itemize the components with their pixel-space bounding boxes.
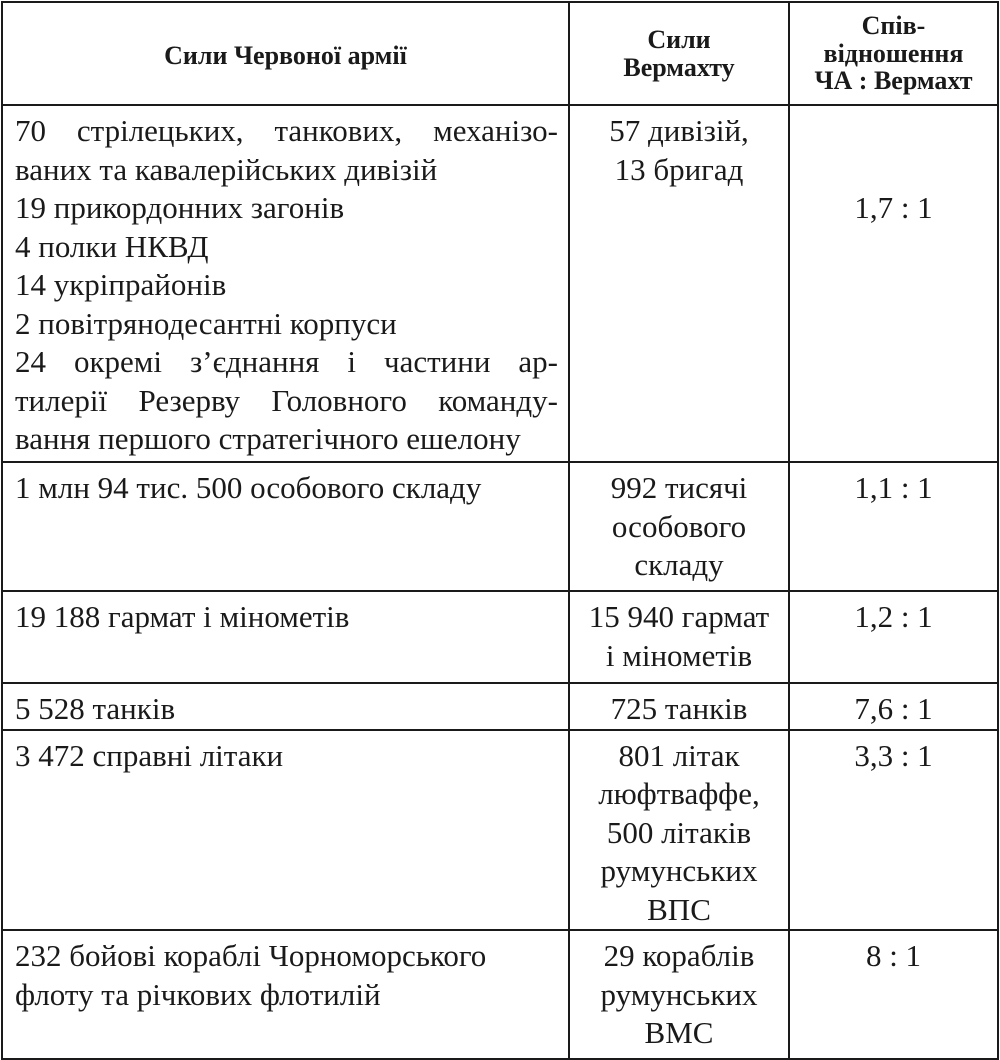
red-army-cell: [2, 730, 569, 931]
wehrmacht-line: 801 літак: [618, 737, 740, 773]
red-army-line: 2 повітрянодесантні корпуси: [15, 305, 397, 341]
wehrmacht-line: ВМС: [644, 1015, 714, 1050]
ratio-value: 8 : 1: [865, 938, 922, 973]
red-army-line: вання першого стратегічного ешелону: [15, 421, 521, 456]
table-row: [2, 462, 998, 591]
red-army-line: 4 полки НКВД: [15, 228, 209, 264]
red-army-line: 232 бойові кораблі Чорноморського: [15, 938, 487, 973]
ratio-value: 3,3 : 1: [854, 737, 933, 773]
wehrmacht-cell: [569, 105, 789, 462]
table-row: [2, 930, 998, 1059]
ratio-value: 1,2 : 1: [854, 599, 933, 634]
table-row: [2, 105, 998, 462]
wehrmacht-line: складу: [634, 547, 724, 582]
table-row: [2, 730, 998, 931]
wehrmacht-line: люфтваффе,: [598, 776, 760, 811]
table-row: [2, 683, 998, 730]
wehrmacht-cell: [569, 730, 789, 931]
wehrmacht-line: 15 940 гармат: [588, 599, 770, 634]
red-army-cell: [2, 462, 569, 591]
header-ratio-line: ЧА : Вермахт: [814, 66, 973, 96]
wehrmacht-line: румунських: [600, 853, 758, 888]
header-ratio: [789, 2, 998, 105]
wehrmacht-line: 500 літаків: [606, 814, 752, 850]
header-wehrmacht: [569, 2, 789, 105]
header-red-army: [2, 2, 569, 105]
red-army-line: 70 стрілецьких, танкових, механізо-: [15, 113, 558, 148]
ratio-cell: [789, 462, 998, 591]
red-army-cell: [2, 591, 569, 683]
table-row: [2, 591, 998, 683]
red-army-line: 24 окремі з’єднання і частини ар-: [15, 344, 558, 379]
ratio-value: 1,7 : 1: [854, 190, 933, 225]
red-army-line: 3 472 справні літаки: [15, 737, 284, 773]
red-army-line: флоту та річкових флотилій: [15, 976, 381, 1012]
ratio-cell: [789, 730, 998, 931]
red-army-cell: [2, 930, 569, 1059]
header-ratio-line: Спів-: [861, 11, 926, 41]
red-army-cell: [2, 105, 569, 462]
ratio-cell: [789, 930, 998, 1059]
wehrmacht-line: 992 тисячі: [610, 470, 748, 505]
header-wehrmacht-line: Вермахту: [623, 52, 735, 82]
ratio-value: 7,6 : 1: [854, 691, 933, 726]
wehrmacht-cell: [569, 591, 789, 683]
wehrmacht-line: 13 бригад: [614, 151, 744, 187]
wehrmacht-line: особового: [611, 508, 747, 544]
ratio-cell: [789, 105, 998, 462]
wehrmacht-line: ВПС: [647, 891, 711, 927]
red-army-line: ваних та кавалерійських дивізій: [15, 151, 438, 187]
wehrmacht-line: румунських: [600, 976, 758, 1012]
red-army-line: 19 прикордонних загонів: [15, 190, 345, 225]
forces-comparison-table: [1, 1, 999, 1060]
ratio-cell: [789, 683, 998, 730]
wehrmacht-cell: [569, 462, 789, 591]
header-wehrmacht-line: Сили: [647, 24, 711, 54]
red-army-line: 5 528 танків: [15, 691, 176, 726]
red-army-line: 1 млн 94 тис. 500 особового складу: [15, 470, 482, 505]
header-ratio-line: відношення: [823, 38, 964, 68]
wehrmacht-line: і мінометів: [605, 637, 753, 673]
red-army-line: 14 укріпрайонів: [15, 267, 227, 302]
ratio-cell: [789, 591, 998, 683]
red-army-line: тилерії Резерву Головного команду-: [15, 382, 558, 418]
header-red-army-label: Сили Червоної армії: [164, 40, 407, 70]
red-army-cell: [2, 683, 569, 730]
ratio-value: 1,1 : 1: [854, 470, 933, 505]
table-header-row: [2, 2, 998, 105]
wehrmacht-cell: [569, 930, 789, 1059]
wehrmacht-line: 29 кораблів: [603, 938, 755, 973]
wehrmacht-line: 57 дивізій,: [609, 113, 749, 148]
red-army-line: 19 188 гармат і мінометів: [15, 599, 350, 634]
wehrmacht-line: 725 танків: [610, 691, 748, 726]
wehrmacht-cell: [569, 683, 789, 730]
